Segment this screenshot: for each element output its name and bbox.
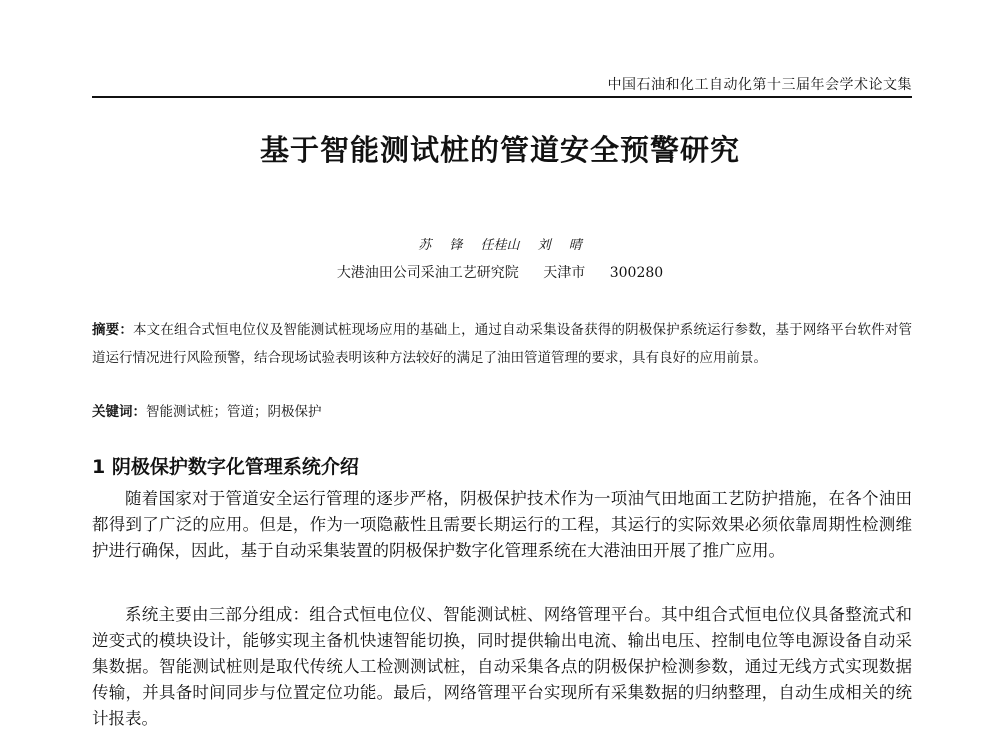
keywords bbox=[92, 400, 912, 424]
abstract-label: 摘要： bbox=[92, 322, 134, 338]
running-header: 中国石油和化工自动化第十三届年会学术论文集 bbox=[607, 77, 912, 93]
affiliation-postcode: 300280 bbox=[609, 265, 664, 281]
authors: 苏 锋 任桂山 刘 晴 bbox=[418, 238, 582, 253]
abstract bbox=[92, 316, 912, 372]
affiliation bbox=[0, 262, 1000, 282]
abstract-text: 本文在组合式恒电位仪及智能测试桩现场应用的基础上，通过自动采集设备获得的阴极保护系统运行参数，基于网络平台软件对管道运行情况进行风险预警，结合现场试验表明该种方法较好的满足了油田管道管理的要求，具有良好的应用前景。 bbox=[92, 322, 913, 366]
keywords-label: 关键词： bbox=[92, 404, 146, 420]
affiliation-city: 天津市 bbox=[543, 265, 586, 281]
header-rule bbox=[92, 96, 912, 98]
affiliation-institution: 大港油田公司采油工艺研究院 bbox=[336, 265, 519, 281]
body-paragraph: 随着国家对于管道安全运行管理的逐步严格，阴极保护技术作为一项油气田地面工艺防护措施，在各个油田都得到了广泛的应用。但是，作为一项隐蔽性且需要长期运行的工程，其运行的实际效果必须依靠周期性检测维护进行确保，因此，基于自动采集装置的阴极保护数字化管理系统在大港油田开展了推广应用。 bbox=[92, 489, 912, 560]
paper-title: 基于智能测试桩的管道安全预警研究 bbox=[259, 133, 740, 167]
body-paragraph: 系统主要由三部分组成：组合式恒电位仪、智能测试桩、网络管理平台。其中组合式恒电位仪具备整流式和逆变式的模块设计，能够实现主备机快速智能切换，同时提供输出电流、输出电压、控制电位等电源设备自动采集数据。智能测试桩则是取代传统人工检测测试桩，自动采集各点的阴极保护检测参数，通过无线方式实现数据传输，并具备时间同步与位置定位功能。最后，网络管理平台实现所有采集数据的归纳整理，自动生成相关的统计报表。 bbox=[92, 605, 912, 728]
keywords-text: 智能测试桩；管道；阴极保护 bbox=[146, 404, 322, 420]
section-heading: 1 阴极保护数字化管理系统介绍 bbox=[92, 456, 359, 478]
